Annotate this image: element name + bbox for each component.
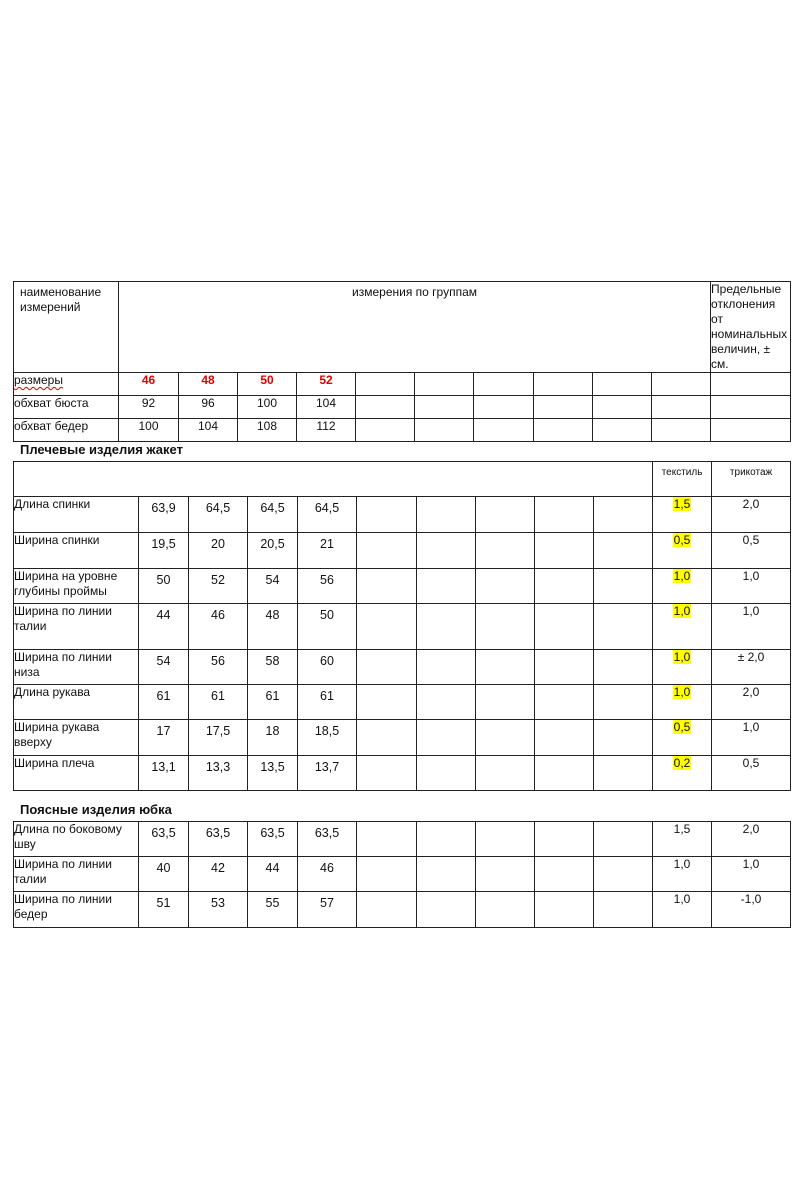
knit-tolerance: 1,0: [712, 720, 791, 756]
measurement-label: Ширина по линии талии: [14, 857, 139, 892]
empty-cell: [476, 685, 535, 720]
size-value-cell: 18,5: [298, 720, 357, 756]
size-value-cell: 56: [189, 650, 248, 685]
empty-cell: [357, 650, 417, 685]
empty-cell: [535, 822, 594, 857]
knit-tolerance: 2,0: [712, 497, 791, 533]
size-value-cell: 64,5: [189, 497, 248, 533]
size-value-cell: 50: [139, 569, 189, 604]
empty-cell: [357, 533, 417, 569]
size-value-cell: 20: [189, 533, 248, 569]
size-value-cell: 64,5: [248, 497, 298, 533]
size-value-cell: 42: [189, 857, 248, 892]
table-row: [14, 756, 791, 791]
knit-tolerance: 2,0: [712, 822, 791, 857]
empty-cell: [357, 685, 417, 720]
measurement-label: Ширина по линии низа: [14, 650, 139, 685]
knit-tolerance: 1,0: [712, 604, 791, 650]
empty-cell: [535, 756, 594, 791]
textile-tolerance: 1,0: [653, 569, 712, 604]
empty-cell: [594, 822, 653, 857]
size-46: 46: [119, 373, 179, 396]
empty-cell: [594, 533, 653, 569]
measurement-label: Ширина по линии бедер: [14, 892, 139, 928]
empty-cell: [476, 650, 535, 685]
cell: 96: [179, 396, 238, 419]
jacket-body-table: [13, 496, 791, 791]
size-value-cell: 61: [248, 685, 298, 720]
knit-tolerance: 1,0: [712, 857, 791, 892]
measurement-label: Ширина спинки: [14, 533, 139, 569]
cell: 104: [297, 396, 356, 419]
table-row: [14, 497, 791, 533]
empty-cell: [357, 497, 417, 533]
table-row: [14, 720, 791, 756]
size-value-cell: 51: [139, 892, 189, 928]
jacket-section-title: Плечевые изделия жакет: [20, 442, 183, 457]
size-value-cell: 54: [139, 650, 189, 685]
empty-cell: [357, 720, 417, 756]
empty-cell: [417, 604, 476, 650]
size-value-cell: 46: [189, 604, 248, 650]
jacket-header-row: [14, 462, 791, 497]
textile-tolerance: 0,5: [653, 720, 712, 756]
empty-cell: [357, 604, 417, 650]
size-value-cell: 60: [298, 650, 357, 685]
empty-cell: [594, 604, 653, 650]
size-value-cell: 13,5: [248, 756, 298, 791]
size-value-cell: 13,7: [298, 756, 357, 791]
knit-header: трикотаж: [712, 462, 791, 497]
size-value-cell: 44: [139, 604, 189, 650]
empty-cell: [417, 720, 476, 756]
size-value-cell: 63,9: [139, 497, 189, 533]
hips-label: обхват бедер: [14, 419, 119, 442]
table-row: [14, 396, 791, 419]
table-row: [14, 857, 791, 892]
empty-cell: [476, 604, 535, 650]
textile-tolerance: 0,2: [653, 756, 712, 791]
knit-tolerance: 2,0: [712, 685, 791, 720]
cell: 100: [119, 419, 179, 442]
size-value-cell: 17,5: [189, 720, 248, 756]
cell: 104: [179, 419, 238, 442]
empty-cell: [594, 497, 653, 533]
empty-cell: [476, 756, 535, 791]
table-row: [14, 650, 791, 685]
cell: 100: [238, 396, 297, 419]
size-value-cell: 54: [248, 569, 298, 604]
cell: 92: [119, 396, 179, 419]
textile-tolerance: 1,5: [653, 822, 712, 857]
size-value-cell: 56: [298, 569, 357, 604]
jacket-table: [13, 461, 791, 497]
textile-tolerance: 1,0: [653, 685, 712, 720]
empty-cell: [476, 533, 535, 569]
empty-cell: [417, 650, 476, 685]
textile-tolerance: 0,5: [653, 533, 712, 569]
cell: 112: [297, 419, 356, 442]
header-table: [13, 281, 791, 442]
empty-cell: [476, 720, 535, 756]
size-value-cell: 13,1: [139, 756, 189, 791]
size-50: 50: [238, 373, 297, 396]
empty-cell: [535, 497, 594, 533]
empty-cell: [417, 685, 476, 720]
knit-tolerance: -1,0: [712, 892, 791, 928]
empty-cell: [417, 892, 476, 928]
size-value-cell: 46: [298, 857, 357, 892]
measurement-label: Ширина на уровне глубины проймы: [14, 569, 139, 604]
empty-cell: [357, 756, 417, 791]
empty-cell: [476, 497, 535, 533]
measurement-label: Ширина рукава вверху: [14, 720, 139, 756]
textile-tolerance: 1,0: [653, 604, 712, 650]
empty-cell: [476, 569, 535, 604]
textile-tolerance: 1,0: [653, 650, 712, 685]
empty-cell: [535, 650, 594, 685]
size-value-cell: 61: [298, 685, 357, 720]
textile-header: текстиль: [653, 462, 712, 497]
size-value-cell: 63,5: [139, 822, 189, 857]
size-value-cell: 50: [298, 604, 357, 650]
empty-cell: [417, 497, 476, 533]
measurement-label: Ширина по линии талии: [14, 604, 139, 650]
skirt-section-title: Поясные изделия юбка: [20, 802, 172, 817]
size-value-cell: 20,5: [248, 533, 298, 569]
size-value-cell: 55: [248, 892, 298, 928]
empty-cell: [594, 685, 653, 720]
empty-cell: [535, 892, 594, 928]
table-row: [14, 604, 791, 650]
empty-cell: [417, 756, 476, 791]
empty-cell: [535, 533, 594, 569]
size-value-cell: 48: [248, 604, 298, 650]
table-row: [14, 373, 791, 396]
empty-cell: [535, 569, 594, 604]
table-row: [14, 533, 791, 569]
size-value-cell: 63,5: [189, 822, 248, 857]
empty-cell: [535, 685, 594, 720]
empty-cell: [357, 569, 417, 604]
knit-tolerance: ± 2,0: [712, 650, 791, 685]
bust-label: обхват бюста: [14, 396, 119, 419]
table-row: [14, 685, 791, 720]
size-value-cell: 63,5: [248, 822, 298, 857]
group-header: измерения по группам: [119, 282, 711, 373]
measurement-label: Длина по боковому шву: [14, 822, 139, 857]
size-value-cell: 18: [248, 720, 298, 756]
table-row: [14, 569, 791, 604]
size-value-cell: 19,5: [139, 533, 189, 569]
textile-tolerance: 1,0: [653, 892, 712, 928]
empty-cell: [357, 857, 417, 892]
table-row: [14, 419, 791, 442]
size-value-cell: 58: [248, 650, 298, 685]
empty-cell: [594, 650, 653, 685]
measurement-label: Длина спинки: [14, 497, 139, 533]
knit-tolerance: 0,5: [712, 533, 791, 569]
size-value-cell: 13,3: [189, 756, 248, 791]
deviation-header: Предельные отклонения от номинальных величин, ± см.: [711, 282, 791, 373]
empty-cell: [476, 892, 535, 928]
size-value-cell: 64,5: [298, 497, 357, 533]
table-row: [14, 892, 791, 928]
cell: 108: [238, 419, 297, 442]
empty-cell: [594, 569, 653, 604]
empty-cell: [594, 720, 653, 756]
size-value-cell: 40: [139, 857, 189, 892]
table-row: [14, 822, 791, 857]
measurement-name-header: наименование измерений: [14, 282, 119, 373]
size-value-cell: 57: [298, 892, 357, 928]
size-value-cell: 52: [189, 569, 248, 604]
size-value-cell: 53: [189, 892, 248, 928]
measurement-label: Ширина плеча: [14, 756, 139, 791]
size-52: 52: [297, 373, 356, 396]
empty-cell: [417, 569, 476, 604]
empty-cell: [594, 892, 653, 928]
empty-cell: [417, 822, 476, 857]
textile-tolerance: 1,0: [653, 857, 712, 892]
empty-cell: [357, 822, 417, 857]
textile-tolerance: 1,5: [653, 497, 712, 533]
empty-cell: [476, 822, 535, 857]
empty-cell: [535, 720, 594, 756]
empty-cell: [476, 857, 535, 892]
empty-cell: [357, 892, 417, 928]
size-value-cell: 61: [189, 685, 248, 720]
size-value-cell: 63,5: [298, 822, 357, 857]
measurement-label: Длина рукава: [14, 685, 139, 720]
empty-cell: [417, 857, 476, 892]
empty-cell: [594, 756, 653, 791]
knit-tolerance: 0,5: [712, 756, 791, 791]
size-value-cell: 21: [298, 533, 357, 569]
size-48: 48: [179, 373, 238, 396]
sizes-label: размеры: [14, 373, 63, 387]
empty-cell: [417, 533, 476, 569]
size-value-cell: 44: [248, 857, 298, 892]
skirt-table: [13, 821, 791, 928]
size-value-cell: 17: [139, 720, 189, 756]
empty-cell: [594, 857, 653, 892]
knit-tolerance: 1,0: [712, 569, 791, 604]
size-value-cell: 61: [139, 685, 189, 720]
empty-cell: [535, 604, 594, 650]
empty-cell: [535, 857, 594, 892]
